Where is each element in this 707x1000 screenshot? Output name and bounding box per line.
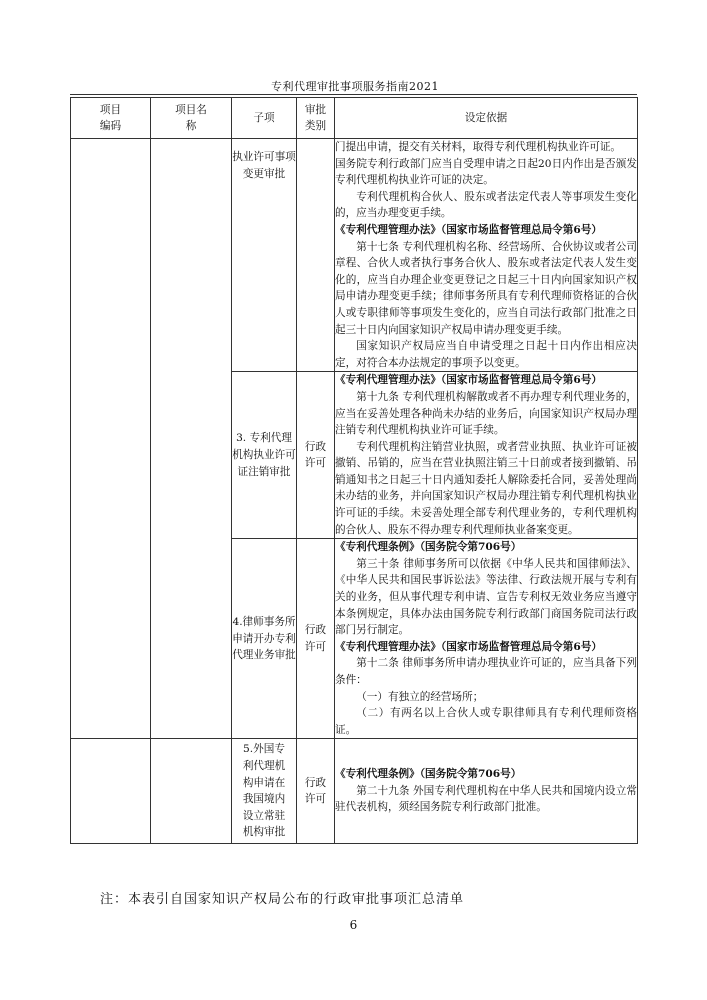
category-text: 行政许可 <box>304 440 327 470</box>
column-header-category: 审批类别 <box>297 98 335 139</box>
table-header-row <box>71 98 638 139</box>
basis-paragraph: 专利代理机构注销营业执照，或者营业执照、执业许可证被撤销、吊销的，应当在营业执照注销三十日前或者接到撤销、吊销通知书之日起三十日内通知委托人解除委托合同，妥善处理尚未办结的业务，并向国家知识产权局办理注销专利代理机构执业许可证的手续。未妥善处理全部专利代理业务的，专利代理机构的合伙人、股东不得办理专利代理师执业备案变更。 <box>335 440 637 536</box>
footnote: 注：本表引自国家知识产权局公布的行政审批事项汇总清单 <box>100 892 465 907</box>
basis-cell <box>335 739 638 844</box>
column-header-code: 项目编码 <box>71 98 151 139</box>
law-citation: 《专利代理管理办法》（国家市场监督管理总局令第6号） <box>335 374 602 387</box>
table-row <box>71 139 638 372</box>
item-code-cell <box>71 739 151 844</box>
subitem-cell: 3. 专利代理机构执业许可证注销审批 <box>232 372 297 539</box>
category-cell <box>297 739 335 844</box>
basis-cell <box>335 372 638 539</box>
column-header-name: 项目名称 <box>151 98 232 139</box>
column-header-basis: 设定依据 <box>335 98 638 139</box>
subitem-text: 执业许可事项变更审批 <box>232 151 296 180</box>
basis-list-item: （二）有两名以上合伙人或专职律师具有专利代理师资格证。 <box>335 707 637 736</box>
header-rule <box>70 94 637 95</box>
basis-paragraph: 第三十条 律师事务所可以依据《中华人民共和国律师法》、《中华人民共和国民事诉讼法》等法律、行政法规开展与专利有关的业务，但从事代理专利申请、宣告专利权无效业务应当遵守本条例规定，具体办法由国务院专利行政部门商国务院司法行政部门另行制定。 <box>335 557 637 637</box>
subitem-cell: 5.外国专利代理机构申请在我国境内设立常驻机构审批 <box>232 739 297 844</box>
item-name-cell <box>151 739 232 844</box>
law-citation: 《专利代理管理办法》（国家市场监督管理总局令第6号） <box>335 223 602 236</box>
law-citation: 《专利代理条例》（国务院令第706号） <box>335 768 522 781</box>
law-citation: 《专利代理管理办法》（国家市场监督管理总局令第6号） <box>335 640 602 653</box>
basis-cell <box>335 139 638 372</box>
category-text: 行政许可 <box>304 624 327 653</box>
basis-cell <box>335 539 638 739</box>
running-header: 专利代理审批事项服务指南2021 <box>271 80 439 93</box>
basis-paragraph: 国务院专利行政部门应当自受理申请之日起20日内作出是否颁发专利代理机构执业许可证的决定。 <box>335 157 637 187</box>
subitem-cell <box>232 139 297 372</box>
category-cell <box>297 372 335 539</box>
basis-paragraph: 第二十九条 外国专利代理机构在中华人民共和国境内设立常驻代表机构，须经国务院专利行政部门批准。 <box>335 784 637 814</box>
item-name-cell <box>151 139 232 739</box>
table-row <box>71 739 638 844</box>
subitem-cell: 4.律师事务所申请开办专利代理业务审批 <box>232 539 297 739</box>
category-cell <box>297 139 335 372</box>
basis-list-item: （一）有独立的经营场所； <box>356 690 484 703</box>
item-code-cell <box>71 139 151 739</box>
category-text: 行政许可 <box>304 776 327 806</box>
basis-paragraph: 第十九条 专利代理机构解散或者不再办理专利代理业务的，应当在妥善处理各种尚未办结的业务后，向国家知识产权局办理注销专利代理机构执业许可证手续。 <box>335 390 637 437</box>
law-citation: 《专利代理条例》（国务院令第706号） <box>335 541 522 554</box>
basis-paragraph: 国家知识产权局应当自申请受理之日起十日内作出相应决定，对符合本办法规定的事项予以变更。 <box>335 340 637 369</box>
basis-paragraph: 第十二条 律师事务所申请办理执业许可证的，应当具备下列条件： <box>335 657 637 686</box>
basis-paragraph: 专利代理机构合伙人、股东或者法定代表人等事项发生变化的，应当办理变更手续。 <box>335 190 637 220</box>
basis-paragraph: 第十七条 专利代理机构名称、经营场所、合伙协议或者公司章程、合伙人或者执行事务合伙人、股东或者法定代表人发生变化的，应当自办理企业变更登记之日起三十日内向国家知识产权局申请办理变更手续；律师事务所具有专利代理师资格证的合伙人或专职律师等事项发生变化的，应当自司法行政部门批准之日起三十日内向国家知识产权局申请办理变更手续。 <box>335 240 637 336</box>
basis-paragraph: 门提出申请，提交有关材料，取得专利代理机构执业许可证。 <box>335 141 622 153</box>
approval-guide-table <box>70 97 638 844</box>
column-header-subitem: 子项 <box>232 98 297 139</box>
page-number: 6 <box>349 918 358 932</box>
category-cell <box>297 539 335 739</box>
